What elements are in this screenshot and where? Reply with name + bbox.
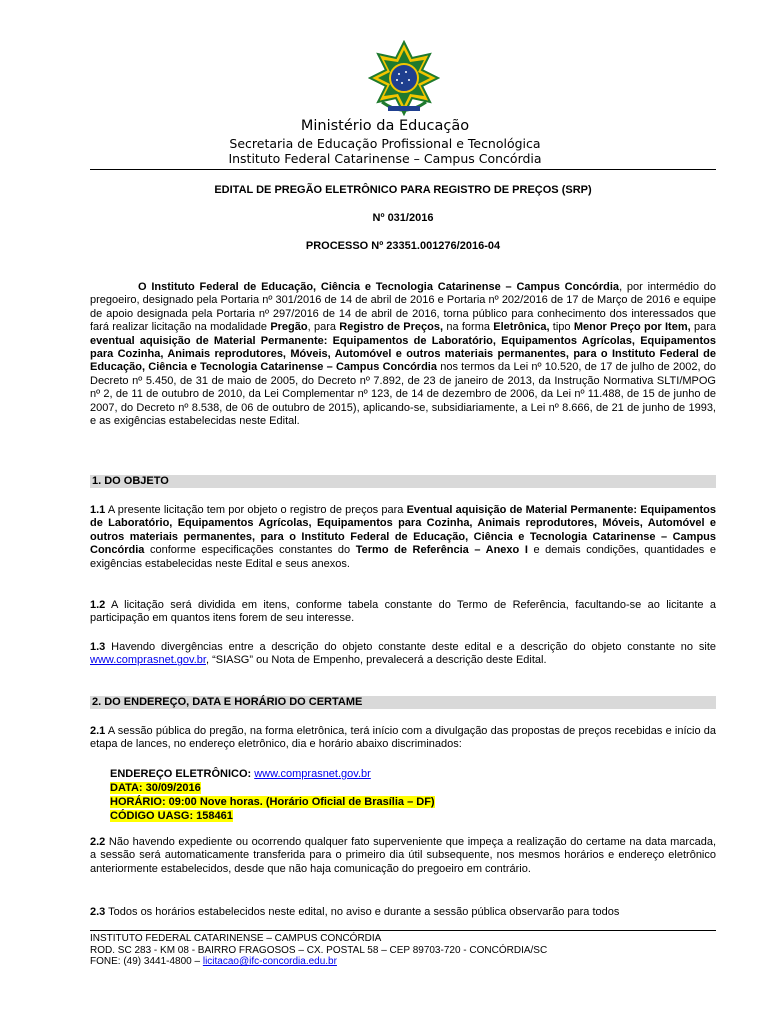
item-1-3-text-b: , “SIASG” ou Nota de Empenho, prevalecerá a descrição deste Edital. — [205, 654, 547, 667]
item-2-1-text: A sessão pública do pregão, na forma eletrônica, terá início com a divulgação das propostas de preços recebidas e início da etapa de lances, no endereço eletrônico, dia e horário abaixo discriminados: — [90, 725, 716, 751]
item-2-2-number: 2.2 — [90, 836, 106, 848]
item-1-1 — [90, 504, 716, 571]
item-1-1-text-b: conforme especificações constantes do — [144, 544, 356, 557]
section-2-heading: 2. DO ENDEREÇO, DATA E HORÁRIO DO CERTAME — [90, 696, 716, 709]
intro-pregao: Pregão — [270, 321, 308, 334]
session-details — [110, 767, 435, 823]
item-2-3-text: Todos os horários estabelecidos neste edital, no aviso e durante a sessão pública observarão para todos — [105, 906, 620, 918]
item-1-2 — [90, 599, 716, 626]
edital-number: Nº 031/2016 — [372, 212, 434, 224]
secretariat-heading: Secretaria de Educação Profissional e Tecnológica — [229, 136, 541, 151]
comprasnet-link[interactable]: www.comprasnet.gov.br — [90, 654, 206, 667]
address-link[interactable]: www.comprasnet.gov.br — [254, 768, 371, 780]
intro-text-1: , por intermédio do pregoeiro, designado pela Portaria nº 301/2016 de 14 de abril de 2016 e Portaria nº 202/2016 de 17 de Março de 2016 e equipe de apoio designada pela Portaria nº 297/2016 de 14 de abril de 2016, torna público para conhecimento dos interessados que fará realizar licitação na modalidade — [90, 281, 716, 334]
intro-text-2: , para — [307, 321, 340, 334]
footer-address: ROD. SC 283 - KM 08 - BAIRRO FRAGOSOS – CX. POSTAL 58 – CEP 89703-720 - CONCÓRDIA/SC — [90, 944, 548, 956]
section-1-heading: 1. DO OBJETO — [90, 475, 716, 488]
intro-text-6: nos termos da Lei nº 10.520, de 17 de julho de 2002, do Decreto nº 5.450, de 31 de maio de 2005, do Decreto nº 7.892, de 23 de janeiro de 2013, da Instrução Normativa SLTI/MPOG nº 2, de 11 de outubro de 2010, da Lei Complementar nº 123, de 14 de dezembro de 2006, da Lei nº 11.488, de 15 de junho de 2007, do Decreto nº 8.538, de 06 de outubro de 2015), aplicando-se, subsidiariamente, a Lei nº 8.666, de 21 de junho de 1993, e as exigências estabelecidas neste Edital. — [90, 361, 716, 428]
item-2-2 — [90, 836, 716, 876]
intro-text-3: na forma — [443, 321, 494, 334]
header-divider — [90, 169, 716, 170]
session-date: DATA: 30/09/2016 — [110, 782, 201, 794]
item-2-2-text: Não havendo expediente ou ocorrendo qualquer fato superveniente que impeça a realização do certame na data marcada, a sessão será automaticamente transferida para o primeiro dia útil subsequente, nos mesmos horários e endereço eletrônico anteriormente estabelecidos, desde que não haja comunicação do pregoeiro em contrário. — [90, 836, 716, 875]
intro-eletronica: Eletrônica, — [493, 321, 550, 334]
intro-paragraph — [90, 281, 716, 428]
edital-title: EDITAL DE PREGÃO ELETRÔNICO PARA REGISTRO DE PREÇOS (SRP) — [214, 184, 592, 196]
ministry-heading: Ministério da Educação — [300, 118, 470, 134]
footer-divider — [90, 930, 716, 931]
item-1-1-text-c: e demais condições, quantidades e exigências estabelecidas neste Edital e seus anexos. — [90, 544, 716, 570]
intro-registro: Registro de Preços, — [339, 321, 444, 334]
footer-phone: FONE: (49) 3441-4800 – — [90, 956, 203, 967]
footer-email-link[interactable]: licitacao@ifc-concordia.edu.br — [202, 956, 337, 967]
session-time: HORÁRIO: 09:00 Nove horas. (Horário Oficial de Brasília – DF) — [110, 796, 435, 808]
footer-institute: INSTITUTO FEDERAL CATARINENSE – CAMPUS CONCÓRDIA — [90, 933, 382, 944]
intro-text-4: tipo — [549, 321, 574, 334]
intro-institute-name: O Instituto Federal de Educação, Ciência e Tecnologia Catarinense – Campus Concórdia — [138, 281, 620, 293]
uasg-code: CÓDIGO UASG: 158461 — [110, 810, 233, 822]
item-1-1-objeto: Eventual aquisição de Material Permanente: Equipamentos de Laboratório, Equipamentos Agrícolas, Equipamentos para Cozinha, Animais reprodutores, Móveis, Automóvel e outros materiais permanentes, para o Instituto Federal de Educação, Ciência e Tecnologia Catarinense – Campus Concórdia — [90, 504, 716, 557]
item-2-3-number: 2.3 — [90, 906, 106, 918]
institute-heading: Instituto Federal Catarinense – Campus Concórdia — [228, 151, 542, 166]
address-label: ENDEREÇO ELETRÔNICO: — [110, 768, 255, 780]
process-number: PROCESSO Nº 23351.001276/2016-04 — [305, 240, 501, 252]
item-1-1-number: 1.1 — [90, 504, 106, 516]
intro-text-5: para — [690, 321, 716, 334]
item-2-3 — [90, 906, 716, 919]
brasao-coat-of-arms-icon — [368, 40, 440, 116]
item-1-2-text: A licitação será dividida em itens, conforme tabela constante do Termo de Referência, facultando-se ao licitante a participação em quantos itens forem de seu interesse. — [90, 599, 716, 625]
intro-objeto: eventual aquisição de Material Permanente: Equipamentos de Laboratório, Equipamentos Agrícolas, Equipamentos para Cozinha, Animais reprodutores, Móveis, Automóvel e outros materiais permanentes, para o Instituto Federal de Educação, Ciência e Tecnologia Catarinense – Campus Concórdia — [90, 334, 716, 374]
item-1-2-number: 1.2 — [90, 599, 106, 611]
item-1-1-termo: Termo de Referência – Anexo I — [355, 544, 528, 557]
item-2-1 — [90, 725, 716, 752]
item-2-1-number: 2.1 — [90, 725, 106, 737]
item-1-3-text-a: Havendo divergências entre a descrição do objeto constante deste edital e a descrição do objeto constante no site — [105, 641, 716, 653]
footer — [90, 933, 716, 968]
item-1-3 — [90, 641, 716, 668]
intro-menor-preco: Menor Preço por Item, — [573, 321, 691, 334]
item-1-1-text-a: A presente licitação tem por objeto o registro de preços para — [105, 504, 407, 516]
footer-contact — [90, 956, 716, 968]
item-1-3-number: 1.3 — [90, 641, 106, 653]
address-line — [110, 767, 435, 781]
